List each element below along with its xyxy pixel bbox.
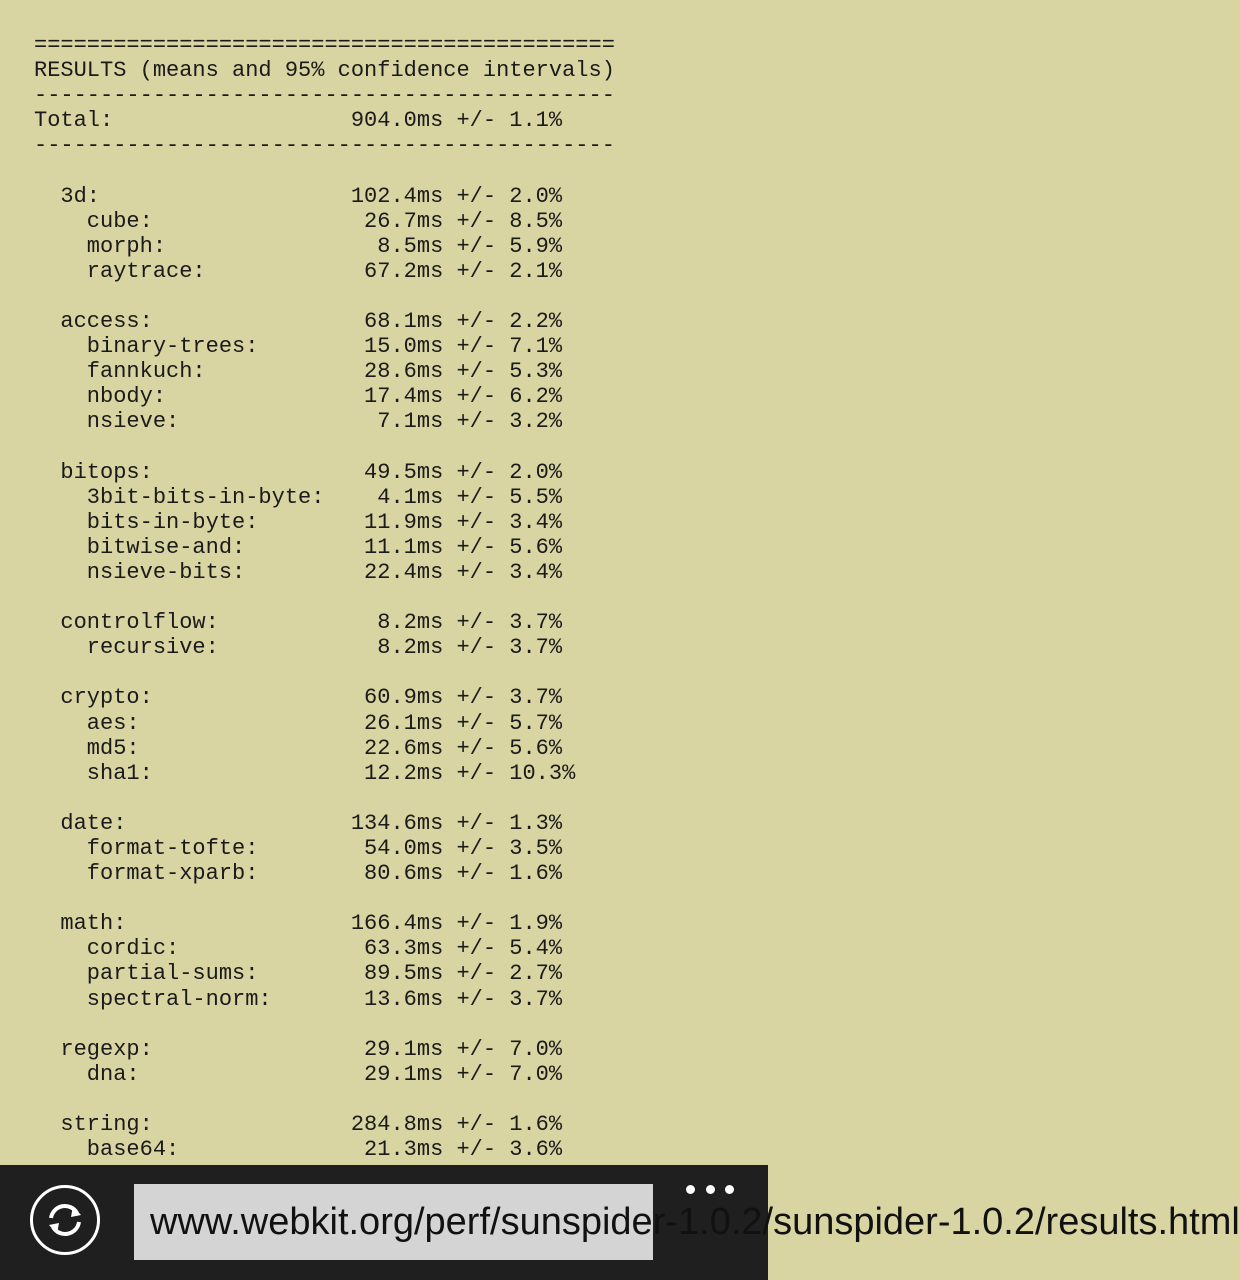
result-line: nbody: 17.4ms +/- 6.2% [34, 384, 563, 410]
result-line: bits-in-byte: 11.9ms +/- 3.4% [34, 509, 563, 535]
result-line: dna: 29.1ms +/- 7.0% [34, 1061, 563, 1087]
result-line: access: 68.1ms +/- 2.2% [34, 309, 563, 335]
result-line [34, 435, 615, 460]
result-line: Total: 904.0ms +/- 1.1% [34, 108, 563, 134]
result-line: controlflow: 8.2ms +/- 3.7% [34, 610, 563, 636]
result-line: aes: 26.1ms +/- 5.7% [34, 710, 563, 736]
more-dots-icon [706, 1185, 715, 1194]
more-dots-icon [725, 1185, 734, 1194]
result-line: format-tofte: 54.0ms +/- 3.5% [34, 836, 563, 861]
result-line: md5: 22.6ms +/- 5.6% [34, 735, 563, 761]
result-line: -------------------------------------------- [34, 133, 615, 159]
result-line: date: 134.6ms +/- 1.3% [34, 810, 563, 836]
result-line: math: 166.4ms +/- 1.9% [34, 911, 563, 937]
result-line: spectral-norm: 13.6ms +/- 3.7% [34, 986, 563, 1012]
result-line: recursive: 8.2ms +/- 3.7% [34, 635, 563, 661]
result-line [34, 284, 615, 309]
address-bar[interactable] [134, 1184, 1240, 1260]
result-line: binary-trees: 15.0ms +/- 7.1% [34, 334, 563, 360]
result-line [34, 886, 615, 911]
results-text [34, 33, 615, 1162]
result-line: ============================================ [34, 33, 615, 58]
result-line: crypto: 60.9ms +/- 3.7% [34, 685, 563, 711]
result-line: fannkuch: 28.6ms +/- 5.3% [34, 359, 563, 385]
result-line [34, 660, 615, 685]
result-line: 3d: 102.4ms +/- 2.0% [34, 183, 563, 209]
result-line: RESULTS (means and 95% confidence intervals) [34, 58, 615, 84]
result-line [34, 158, 615, 183]
result-line: bitops: 49.5ms +/- 2.0% [34, 459, 563, 485]
browser-app-bar [0, 1165, 1240, 1280]
result-line: bitwise-and: 11.1ms +/- 5.6% [34, 534, 563, 560]
result-line: cube: 26.7ms +/- 8.5% [34, 208, 563, 234]
result-line: morph: 8.5ms +/- 5.9% [34, 233, 563, 259]
address-url: www.webkit.org/perf/sunspider-1.0.2/sunspider-1.0.2/results.html [150, 1200, 1240, 1243]
refresh-button[interactable] [30, 1185, 100, 1255]
result-line: nsieve: 7.1ms +/- 3.2% [34, 409, 563, 435]
result-line: cordic: 63.3ms +/- 5.4% [34, 936, 563, 962]
result-line: format-xparb: 80.6ms +/- 1.6% [34, 861, 563, 887]
more-button[interactable] [686, 1181, 734, 1197]
result-line: raytrace: 67.2ms +/- 2.1% [34, 258, 563, 284]
more-dots-icon [686, 1185, 695, 1194]
result-line: partial-sums: 89.5ms +/- 2.7% [34, 961, 563, 987]
result-line: -------------------------------------------- [34, 83, 615, 109]
result-line: sha1: 12.2ms +/- 10.3% [34, 760, 576, 786]
result-line: string: 284.8ms +/- 1.6% [34, 1112, 563, 1138]
result-line: base64: 21.3ms +/- 3.6% [34, 1137, 563, 1163]
result-line: nsieve-bits: 22.4ms +/- 3.4% [34, 559, 563, 585]
result-line [34, 1087, 615, 1112]
result-line [34, 1012, 615, 1037]
result-line: 3bit-bits-in-byte: 4.1ms +/- 5.5% [34, 484, 563, 510]
result-line [34, 585, 615, 610]
result-line [34, 786, 615, 811]
refresh-icon [43, 1198, 87, 1242]
result-line: regexp: 29.1ms +/- 7.0% [34, 1036, 563, 1062]
